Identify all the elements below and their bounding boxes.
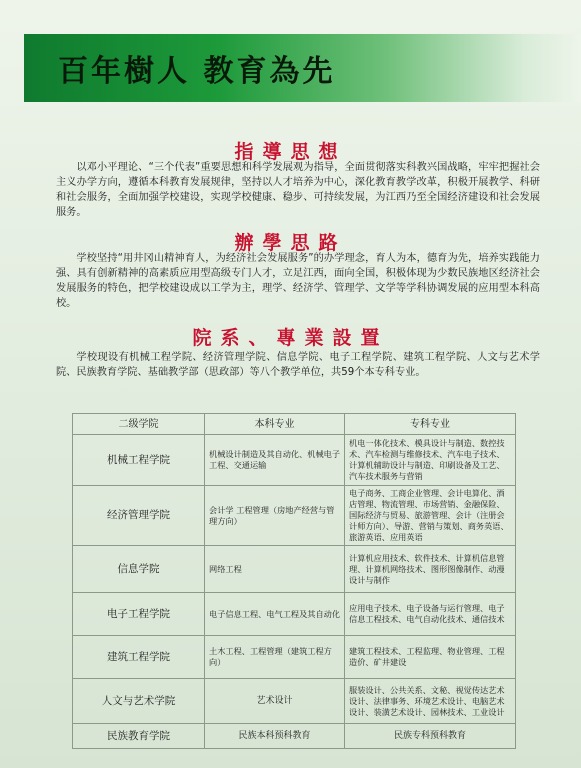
associate-majors-cell: 民族专科预科教育 — [345, 724, 516, 749]
school-approach-text: 学校坚持“用井冈山精神育人，为经济社会发展服务”的办学理念，育人为本，德育为先，培养实践能力强、具有创新精神的高素质应用型高级专门人才，立足江西，面向全国，积极体现为少数民族地区经济社会发展服务的特色，把学校建设成以工学为主，理学、经济学、管理学、文学等学科协调发展的应用型本科高校。 — [56, 253, 540, 309]
table-header-associate: 专科专业 — [345, 414, 516, 435]
table-header-row — [73, 414, 516, 435]
bachelor-majors-cell: 会计学 工程管理（房地产经营与管理方向） — [205, 486, 345, 546]
table-header-bachelor: 本科专业 — [205, 414, 345, 435]
table-row — [73, 546, 516, 593]
banner-title: 百年樹人 教育為先 — [58, 54, 336, 89]
college-cell: 电子工程学院 — [73, 593, 205, 636]
bachelor-majors-cell: 机械设计制造及其自动化、机械电子工程、交通运输 — [205, 435, 345, 486]
school-approach-title: 辦學思路 — [234, 232, 347, 254]
associate-majors-cell: 服装设计、公共关系、文秘、视觉传达艺术设计、法律事务、环境艺术设计、电脑艺术设计、装潢艺术设计、园林技术、工业设计 — [345, 679, 516, 724]
associate-majors-cell: 建筑工程技术、工程监理、物业管理、工程造价、矿井建设 — [345, 636, 516, 679]
bachelor-majors-cell: 民族本科预科教育 — [205, 724, 345, 749]
associate-majors-cell: 计算机应用技术、软件技术、计算机信息管理、计算机网络技术、图形图像制作、动漫设计与制作 — [345, 546, 516, 593]
guiding-ideology-text: 以邓小平理论、“三个代表”重要思想和科学发展观为指导，全面贯彻落实科教兴国战略，牢牢把握社会主义办学方向，遵循本科教育发展规律，坚持以人才培养为中心，深化教育教学改革，积极开展教学、科研和社会服务，全面加强学校建设，实现学校健康、稳步、可持续发展，为江西乃至全国经济建设和社会发展服务。 — [56, 162, 540, 218]
table-row — [73, 636, 516, 679]
college-cell: 建筑工程学院 — [73, 636, 205, 679]
departments-text: 学校现设有机械工程学院、经济管理学院、信息学院、电子工程学院、建筑工程学院、人文与艺术学院、民族教育学院、基础教学部（思政部）等八个教学单位，共59个本专科专业。 — [56, 352, 540, 378]
bachelor-majors-cell: 土木工程、工程管理（建筑工程方向） — [205, 636, 345, 679]
header-banner — [24, 34, 581, 102]
guiding-ideology-title: 指導思想 — [234, 141, 347, 163]
college-cell: 民族教育学院 — [73, 724, 205, 749]
table-header-college: 二级学院 — [73, 414, 205, 435]
table-row — [73, 435, 516, 486]
table-row — [73, 724, 516, 749]
departments-title: 院系、專業設置 — [192, 327, 389, 349]
associate-majors-cell: 机电一体化技术、模具设计与制造、数控技术、汽车检测与维修技术、汽车电子技术、计算机辅助设计与制造、印刷设备及工艺、汽车技术服务与营销 — [345, 435, 516, 486]
associate-majors-cell: 应用电子技术、电子设备与运行管理、电子信息工程技术、电气自动化技术、通信技术 — [345, 593, 516, 636]
college-cell: 经济管理学院 — [73, 486, 205, 546]
college-cell: 信息学院 — [73, 546, 205, 593]
bachelor-majors-cell: 艺术设计 — [205, 679, 345, 724]
table-row — [73, 593, 516, 636]
college-cell: 机械工程学院 — [73, 435, 205, 486]
majors-table — [72, 413, 516, 749]
table-row — [73, 486, 516, 546]
bachelor-majors-cell: 电子信息工程、电气工程及其自动化 — [205, 593, 345, 636]
table-row — [73, 679, 516, 724]
associate-majors-cell: 电子商务、工商企业管理、会计电算化、酒店管理、物流管理、市场营销、金融保险、国际经济与贸易、旅游管理、会计（注册会计师方向）、导游、营销与策划、商务英语、旅游英语、应用英语 — [345, 486, 516, 546]
college-cell: 人文与艺术学院 — [73, 679, 205, 724]
bachelor-majors-cell: 网络工程 — [205, 546, 345, 593]
